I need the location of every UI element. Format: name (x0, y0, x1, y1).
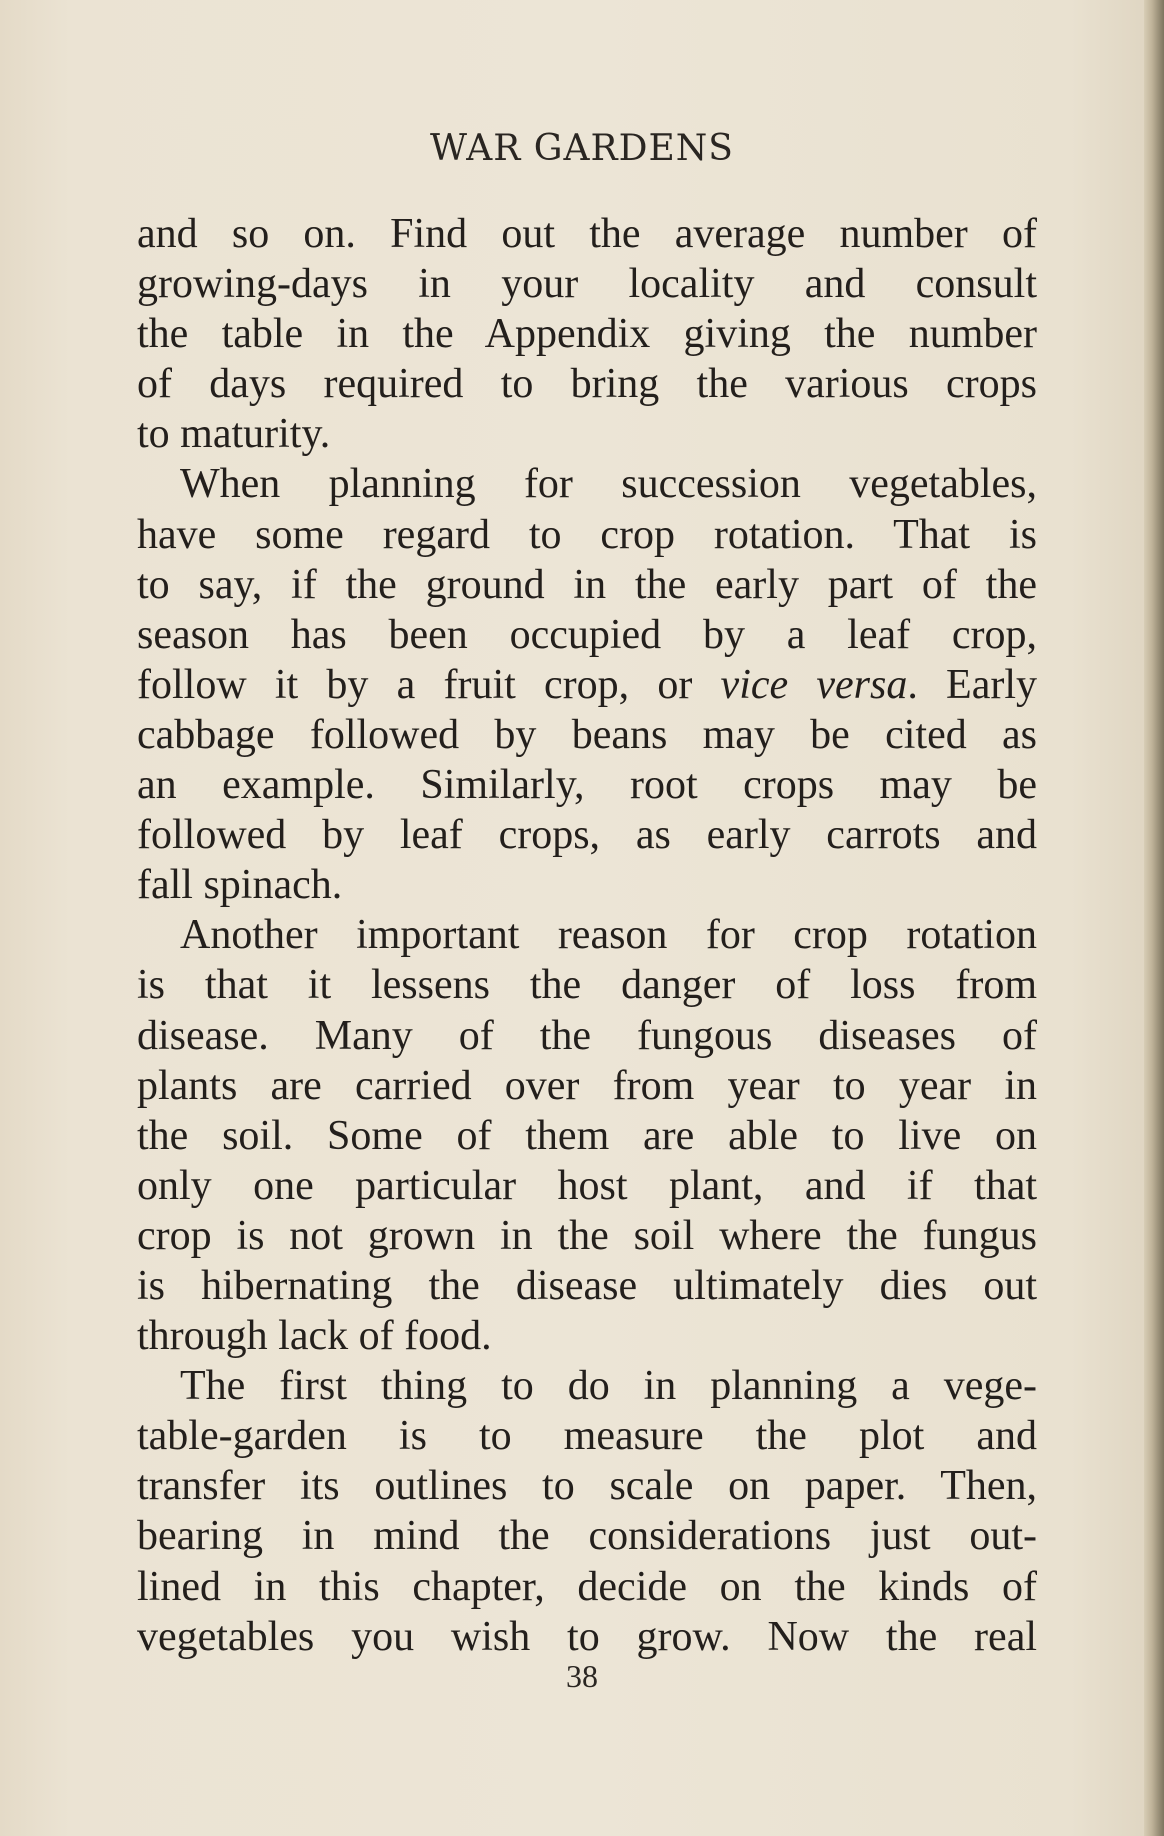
text-line: an example. Similarly, root crops may be (137, 762, 1037, 809)
text-line: have some regard to crop rotation. That is (137, 511, 1037, 558)
text-line: of days required to bring the various crops (137, 361, 1037, 408)
running-head: WAR GARDENS (430, 128, 734, 169)
body-text (137, 209, 1037, 1662)
text-line: The first thing to do in planning a vege- (180, 1363, 1037, 1410)
page-edge (1144, 0, 1164, 1836)
text-line: lined in this chapter, decide on the kinds of (137, 1563, 1037, 1610)
italic-phrase: vice versa (720, 661, 908, 708)
text-line: When planning for succession vegetables, (180, 461, 1037, 508)
text-line: vegetables you wish to grow. Now the real (137, 1613, 1037, 1660)
text-line: follow it by a fruit crop, or vice versa. Early (137, 661, 1037, 708)
text-line: only one particular host plant, and if that (137, 1162, 1037, 1209)
text-line: fall spinach. (137, 862, 343, 909)
text-line: the table in the Appendix giving the number (137, 311, 1037, 358)
text-line: crop is not grown in the soil where the fungus (137, 1212, 1037, 1259)
text-line: season has been occupied by a leaf crop, (137, 611, 1037, 658)
text-line: bearing in mind the considerations just out- (137, 1513, 1037, 1560)
text-line: growing-days in your locality and consult (137, 261, 1037, 308)
text-line: to maturity. (137, 411, 331, 458)
text-line: is that it lessens the danger of loss from (137, 962, 1037, 1009)
text-line: through lack of food. (137, 1313, 492, 1360)
page-number: 38 (566, 1658, 598, 1694)
text-line: the soil. Some of them are able to live on (137, 1112, 1037, 1159)
paragraph-3 (137, 910, 1037, 1361)
text-line: to say, if the ground in the early part of the (137, 561, 1037, 608)
paragraph-2 (137, 459, 1037, 910)
text-line: table-garden is to measure the plot and (137, 1413, 1037, 1460)
text-line: and so on. Find out the average number of (137, 211, 1037, 257)
paragraph-4 (137, 1361, 1037, 1662)
text-line: is hibernating the disease ultimately dies out (137, 1262, 1037, 1309)
paragraph-1 (137, 209, 1037, 459)
text-line: followed by leaf crops, as early carrots and (137, 812, 1037, 859)
text-line: plants are carried over from year to year in (137, 1062, 1037, 1109)
text-line: transfer its outlines to scale on paper. Then, (137, 1463, 1037, 1510)
text-line: disease. Many of the fungous diseases of (137, 1012, 1037, 1059)
text-line: Another important reason for crop rotation (180, 912, 1037, 959)
text-line: cabbage followed by beans may be cited as (137, 711, 1037, 758)
